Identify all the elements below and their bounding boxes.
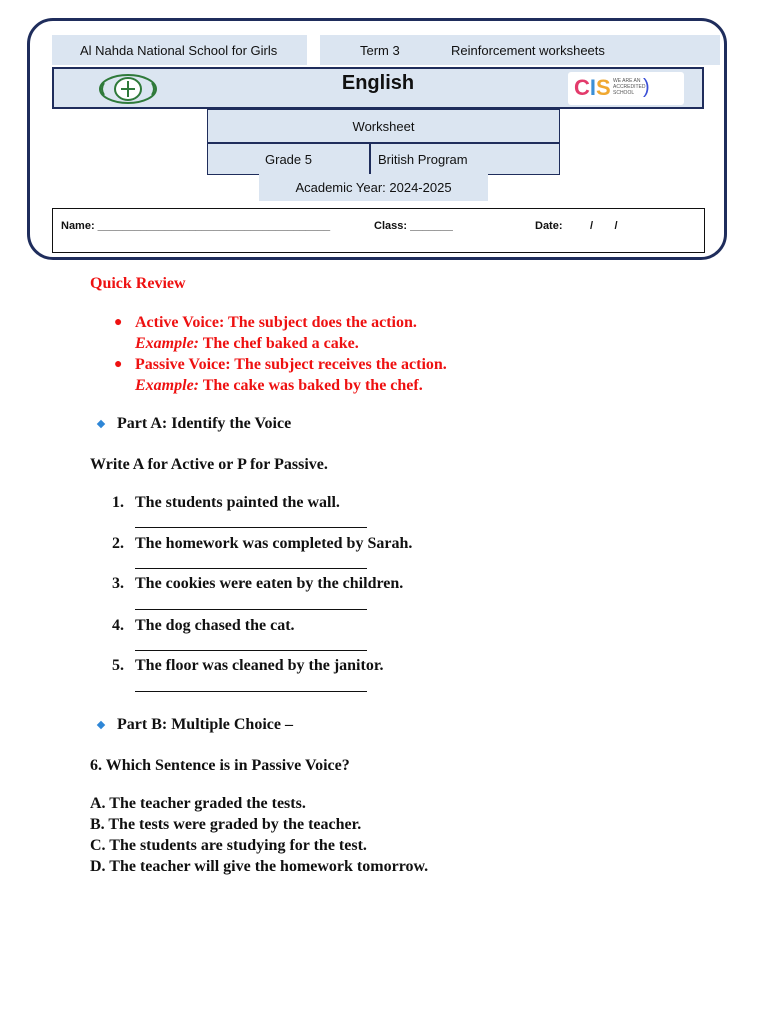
question-number: 4. [112, 617, 124, 634]
cis-letter-i: I [589, 75, 597, 100]
part-a-instruction: Write A for Active or P for Passive. [90, 456, 328, 473]
question-text: The dog chased the cat. [135, 617, 295, 634]
date-label: Date: [535, 220, 563, 232]
term-label: Term 3 [320, 35, 444, 65]
question-number: 1. [112, 494, 124, 511]
series-label: Reinforcement worksheets [444, 35, 720, 65]
option-d: D. The teacher will give the homework tomorrow. [90, 858, 429, 875]
part-b-title: Part B: Multiple Choice – [117, 716, 293, 733]
answer-blank[interactable] [135, 650, 367, 651]
option-c: C. The students are studying for the test. [90, 837, 367, 854]
diamond-bullet-icon [97, 420, 105, 428]
academic-year: Academic Year: 2024-2025 [259, 174, 488, 201]
question-number: 3. [112, 575, 124, 592]
cis-logo [568, 72, 684, 105]
grade-label: Grade 5 [207, 143, 370, 175]
answer-blank[interactable] [135, 691, 367, 692]
question-text: The students painted the wall. [135, 494, 340, 511]
passive-voice-definition: Passive Voice: The subject receives the action. [135, 356, 447, 373]
date-field[interactable]: / / [590, 220, 618, 232]
class-field[interactable]: Class: _______ [374, 220, 453, 232]
option-b: B. The tests were graded by the teacher. [90, 816, 362, 833]
cis-bracket-icon: ) [643, 76, 650, 98]
active-voice-example: Example: The chef baked a cake. [135, 335, 359, 352]
bullet-icon: ● [114, 357, 123, 372]
question-text: The floor was cleaned by the janitor. [135, 657, 384, 674]
cis-tagline: WE ARE AN ACCREDITED SCHOOL [613, 78, 646, 96]
name-field[interactable]: Name: ______________________________________ [61, 220, 331, 232]
worksheet-label: Worksheet [207, 109, 560, 143]
subject-title: English [341, 72, 415, 94]
cis-letter-s: S [596, 75, 611, 100]
answer-blank[interactable] [135, 527, 367, 528]
bullet-icon: ● [114, 315, 123, 330]
school-name: Al Nahda National School for Girls [52, 35, 307, 65]
student-info-box [52, 208, 705, 253]
part-b-question: 6. Which Sentence is in Passive Voice? [90, 757, 350, 774]
question-number: 5. [112, 657, 124, 674]
subject-banner [52, 67, 704, 109]
part-a-title: Part A: Identify the Voice [117, 415, 292, 432]
program-label: British Program [370, 143, 560, 175]
diamond-bullet-icon [97, 721, 105, 729]
passive-voice-example: Example: The cake was baked by the chef. [135, 377, 423, 394]
option-a: A. The teacher graded the tests. [90, 795, 306, 812]
active-voice-definition: Active Voice: The subject does the action. [135, 314, 417, 331]
answer-blank[interactable] [135, 568, 367, 569]
answer-blank[interactable] [135, 609, 367, 610]
question-text: The cookies were eaten by the children. [135, 575, 404, 592]
cis-letter-c: C [574, 75, 590, 100]
quick-review-title: Quick Review [90, 275, 186, 292]
question-number: 2. [112, 535, 124, 552]
question-text: The homework was completed by Sarah. [135, 535, 413, 552]
